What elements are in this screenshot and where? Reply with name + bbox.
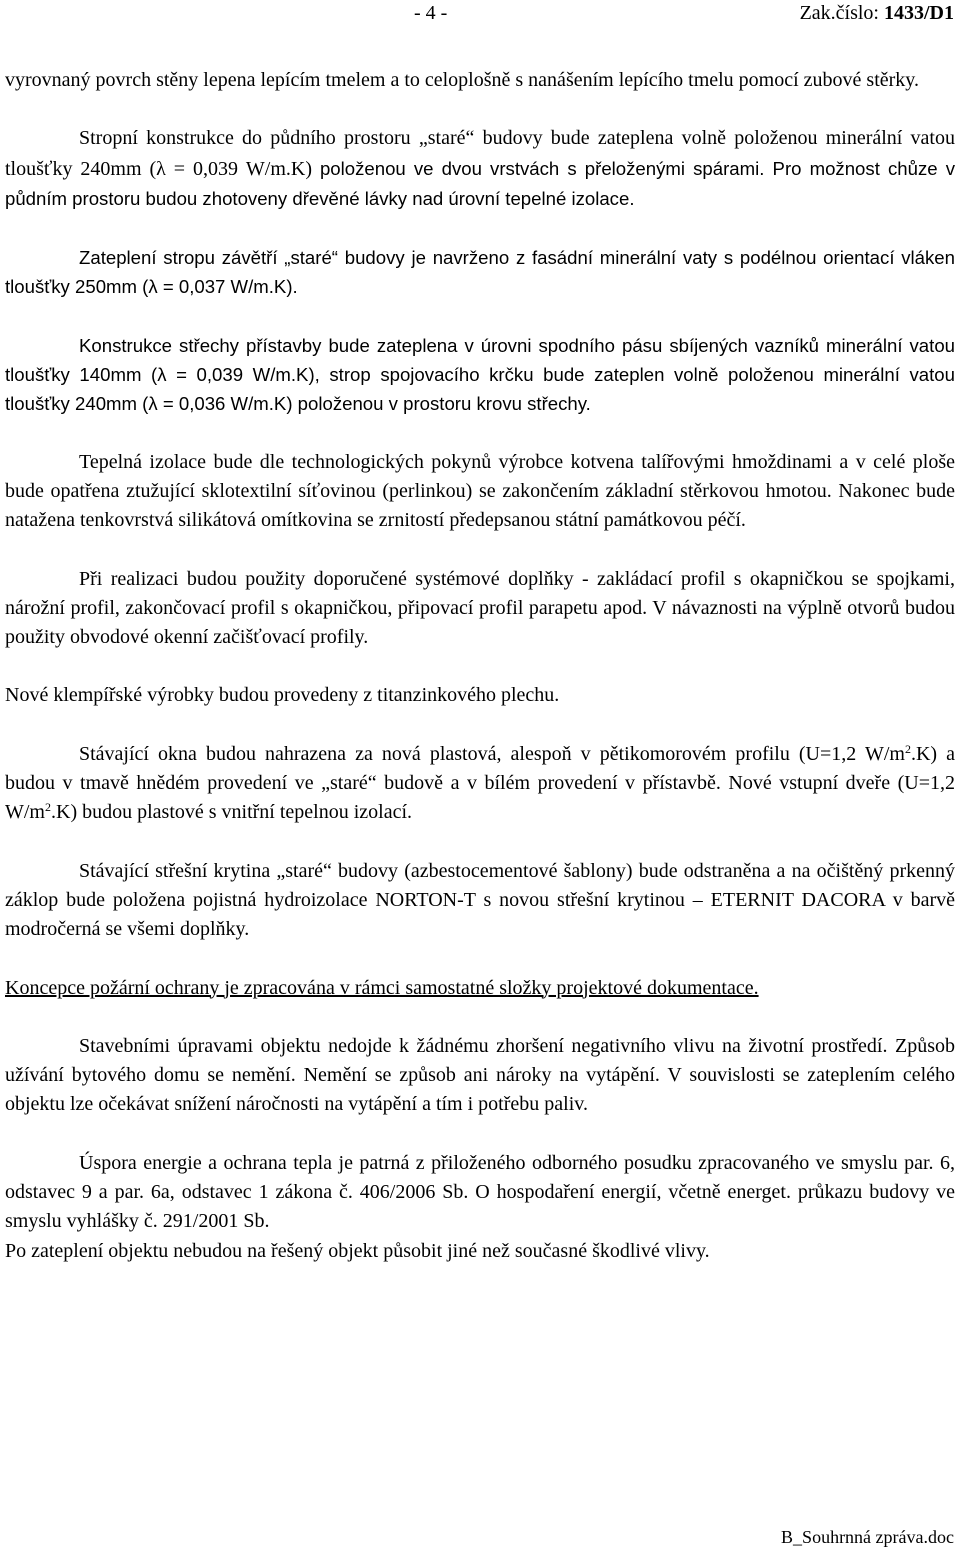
paragraph-8: [5, 740, 955, 828]
paragraph-2-part-b: položenou ve dvou vrstvách s přeloženými spárami. Pro možnost chůze v půdním prostoru budou zhotoveny dřevěné lávky nad úrovní tepelné izolace.: [5, 157, 955, 209]
paragraph-3: Zateplení stropu závětří „staré“ budovy je navrženo z fasádní minerální vaty s podélnou orientací vláken tloušťky 250mm (λ = 0,037 W/m.K).: [5, 247, 955, 298]
paragraph-2-part-a: Stropní konstrukce do půdního prostoru „staré“ budovy bude zateplena volně položenou minerální vatou tloušťky 240mm (λ = 0,039 W/m.K): [5, 127, 955, 180]
paragraph-10: Koncepce požární ochrany je zpracována v rámci samostatné složky projektové dokumentace.: [5, 976, 759, 999]
paragraph-6: Při realizaci budou použity doporučené systémové doplňky - zakládací profil s okapničkou se spojkami, nárožní profil, zakončovací profil s okapničkou, připovací profil parapetu apod. V návaznosti na výplně otvorů budou použity obvodové okenní začišťovací profily.: [5, 567, 955, 649]
page-header: [0, 0, 960, 26]
paragraph-1: vyrovnaný povrch stěny lepena lepícím tmelem a to celoplošně s nanášením lepícího tmelu pomocí zubové stěrky.: [5, 69, 920, 91]
paragraph-8-part-c: .K) budou plastové s vnitřní tepelnou izolací.: [51, 801, 413, 824]
superscript-2: 2: [45, 800, 51, 815]
paragraph-2: [5, 124, 955, 214]
paragraph-7: Nové klempířské výrobky budou provedeny z titanzinkového plechu.: [5, 684, 560, 707]
paragraph-9: Stávající střešní krytina „staré“ budovy (azbestocementové šablony) bude odstraněna a na očištěný prkenný záklop bude položena pojistná hydroizolace NORTON-T s novou střešní krytinou – ETERNIT DACORA v barvě modročerná se všemi doplňky.: [5, 859, 955, 941]
paragraph-4: Konstrukce střechy přístavby bude zateplena v úrovni spodního pásu sbíjených vazníků minerální vatou tloušťky 140mm (λ = 0,039 W/m.K), strop spojovacího krčku bude zateplen volně položenou minerální vatou tloušťky 240mm (λ = 0,036 W/m.K) položenou v prostoru krovu střechy.: [5, 334, 955, 415]
page-footer: B_Souhrnná zpráva.doc: [781, 1527, 954, 1547]
paragraph-13: Po zateplení objektu nebudou na řešený objekt působit jiné než současné škodlivé vlivy.: [5, 1239, 710, 1262]
contract-number: 1433/D1: [884, 2, 954, 24]
paragraph-8-part-b: .K) a budou v tmavě hnědém provedení ve „staré“ budově a v bílém provedení v přístavbě. Nové vstupní dveře (U=1,2 W/m: [5, 742, 955, 824]
contract-reference: [800, 0, 954, 26]
paragraph-8-part-a: Stávající okna budou nahrazena za nová plastová, alespoň v pětikomorovém profilu (U=1,2 W/m: [79, 742, 905, 765]
paragraph-5: Tepelná izolace bude dle technologických pokynů výrobce kotvena talířovými hmoždinami a v celé ploše bude opatřena ztužující sklotextilní síťovinou (perlinkou) se zakončením základní stěrkovou hmotou. Nakonec bude natažena tenkovrstvá silikátová omítkovina se zrnitostí předepsanou státní památkovou péčí.: [5, 450, 955, 532]
superscript-2: 2: [904, 741, 911, 756]
paragraph-11: Stavebními úpravami objektu nedojde k žádnému zhoršení negativního vlivu na životní prostředí. Způsob užívání bytového domu se nemění. Nemění se způsob ani nároky na vytápění. V souvislosti se zateplením celého objektu lze očekávat snížení náročnosti na vytápění a tím i potřebu paliv.: [5, 1034, 955, 1116]
paragraph-12: Úspora energie a ochrana tepla je patrná z přiloženého odborného posudku zpracovaného ve smyslu par. 6, odstavec 9 a par. 6a, odstavec 1 zákona č. 406/2006 Sb. O hospodaření energií, včetně energet. průkazu budovy ve smyslu vyhlášky č. 291/2001 Sb.: [5, 1151, 955, 1233]
contract-label: Zak.číslo:: [799, 2, 884, 24]
document-body: [5, 66, 955, 1266]
page-number: - 4 -: [414, 2, 448, 24]
